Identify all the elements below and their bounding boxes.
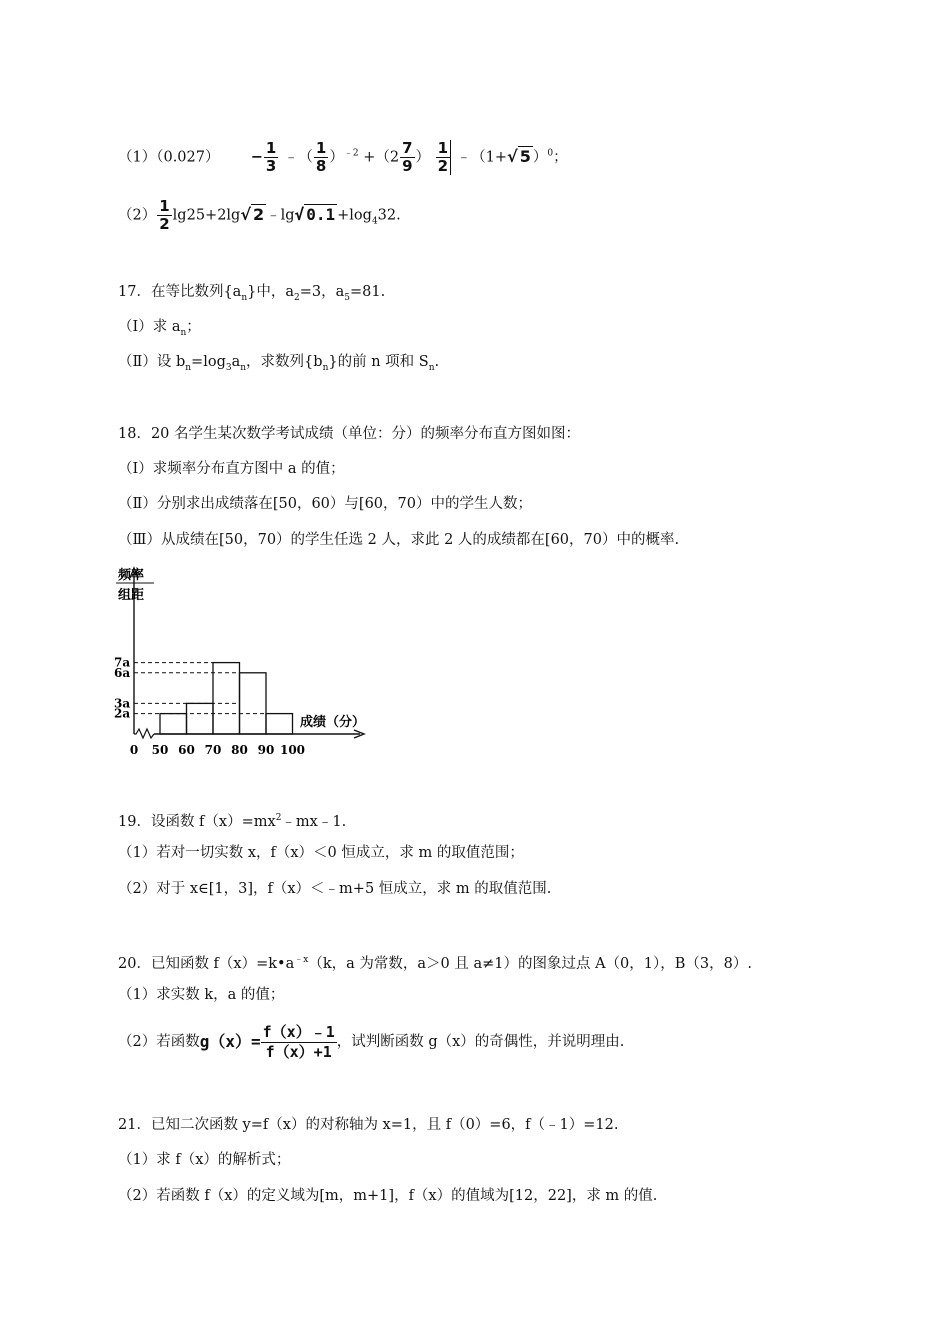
x-tick-label: 90 — [257, 743, 275, 757]
q17-title: 17．在等比数列$\{a_n\}$中，$a_2=3$，$a_5=81$. — [118, 284, 386, 303]
x-tick-label: 80 — [231, 743, 248, 757]
fraction-one-eighth: $\frac{1}{8}$ — [315, 139, 327, 175]
function-g: g（x）= — [199, 1032, 261, 1051]
q20-title: 20．已知函数 $f(x)=k•a^{﹣x}(k$，a 为常数，a＞0 且 a≠1）的图象过点 A（0，1），B（3，8）. — [118, 955, 752, 972]
y-tick-label: 3a — [114, 696, 131, 711]
sqrt-two: √ 2 — [240, 204, 265, 224]
q18-title: 18．20 名学生某次数学考试成绩（单位：分）的频率分布直方图如图： — [118, 426, 581, 442]
histogram-bar — [213, 663, 240, 734]
q20-part2: （2）若函数g（x）= $\frac{f(x)﹣1}{f(x)+1}$ ，试判断函数 g（x）的奇偶性，并说明理由. — [118, 1022, 625, 1061]
x-tick-label: 0 — [129, 743, 139, 757]
x-tick-label: 50 — [151, 743, 169, 757]
fraction-one-half: $\frac{1}{2}$ — [159, 197, 170, 233]
frequency-histogram — [112, 562, 372, 760]
y-label-bottom: 组距 — [118, 588, 145, 603]
q16-part1-label: （1）（0.027） — [118, 149, 220, 166]
histogram-bar — [266, 714, 293, 734]
x-tick-label: 100 — [279, 743, 306, 757]
q16-part2: （2） $\frac{1}{2}$ lg25+2lg√ 2 ﹣lg√ $0.1 +\log_432$. — [118, 197, 401, 233]
q18-part3: （Ⅲ）从成绩在[50，70）的学生任选 2 人，求此 2 人的成绩都在[60，70）中的概率. — [118, 532, 680, 548]
x-axis-label: 成绩（分） — [300, 715, 366, 730]
q16-part2-label: （2） — [118, 207, 157, 224]
fraction-seven-ninths: $\frac{7}{9}$ — [402, 139, 413, 175]
g-fraction: $\frac{f(x)﹣1}{f(x)+1}$ — [262, 1022, 335, 1061]
y-tick-label: 6a — [114, 665, 131, 680]
q21-part2: （2）若函数 f（x）的定义域为[m，m+1]，f（x）的值域为[12，22]，求 m 的值. — [118, 1188, 658, 1204]
q19-part2: （2）对于 x∈[1，3]，f（x）＜﹣m+5 恒成立，求 m 的取值范围. — [118, 881, 552, 897]
histogram-bar — [160, 714, 187, 734]
q17-part1: （Ⅰ）求 $a_n$； — [118, 319, 201, 338]
y-tick-label: 7a — [114, 655, 131, 670]
histogram-bar — [240, 673, 267, 734]
histogram-bar — [187, 703, 214, 734]
q19-part1: （1）若对一切实数 x，f（x）＜0 恒成立，求 m 的取值范围； — [118, 845, 524, 861]
y-label-top: 频率 — [118, 568, 145, 583]
q19-title: 19．设函数 $f(x)=mx^2﹣mx﹣1$. — [118, 813, 347, 830]
exponent-half: $\frac{1}{2}$ — [436, 140, 451, 175]
x-axis-break — [134, 729, 154, 738]
q16-part1: （1）（0.027） − $\frac{1}{3}$ ﹣（ $\frac{1}{8}$ ）$^{﹣2}$ +（2 $\frac{7}{9}$ ） $\frac{1}{2}$ ﹣（1+√ 5 ）$^0$； — [118, 139, 568, 175]
sqrt-five: √ 5 — [507, 146, 531, 166]
q18-part1: （Ⅰ）求频率分布直方图中 a 的值； — [118, 461, 345, 477]
q20-part1: （1）求实数 k，a 的值； — [118, 987, 285, 1003]
x-tick-label: 70 — [204, 743, 222, 757]
q18-part2: （Ⅱ）分别求出成绩落在[50，60）与[60，70）中的学生人数； — [118, 496, 532, 512]
q21-title: 21．已知二次函数 y=f（x）的对称轴为 x=1，且 f（0）=6，f（﹣1）=12. — [118, 1117, 619, 1133]
q17-part2: （Ⅱ）设 $b_n=\log_3a_n$，求数列$\{b_n\}$的前 n 项和 $S_n$. — [118, 354, 440, 373]
x-tick-label: 60 — [178, 743, 195, 757]
exponent-fraction: $\frac{1}{3}$ — [265, 139, 277, 175]
y-tick-label: 2a — [114, 706, 131, 721]
sqrt-zero-point-one: √ 0.1 — [294, 204, 336, 224]
exponent-sign: − — [250, 149, 263, 166]
q21-part1: （1）求 f（x）的解析式； — [118, 1152, 291, 1168]
